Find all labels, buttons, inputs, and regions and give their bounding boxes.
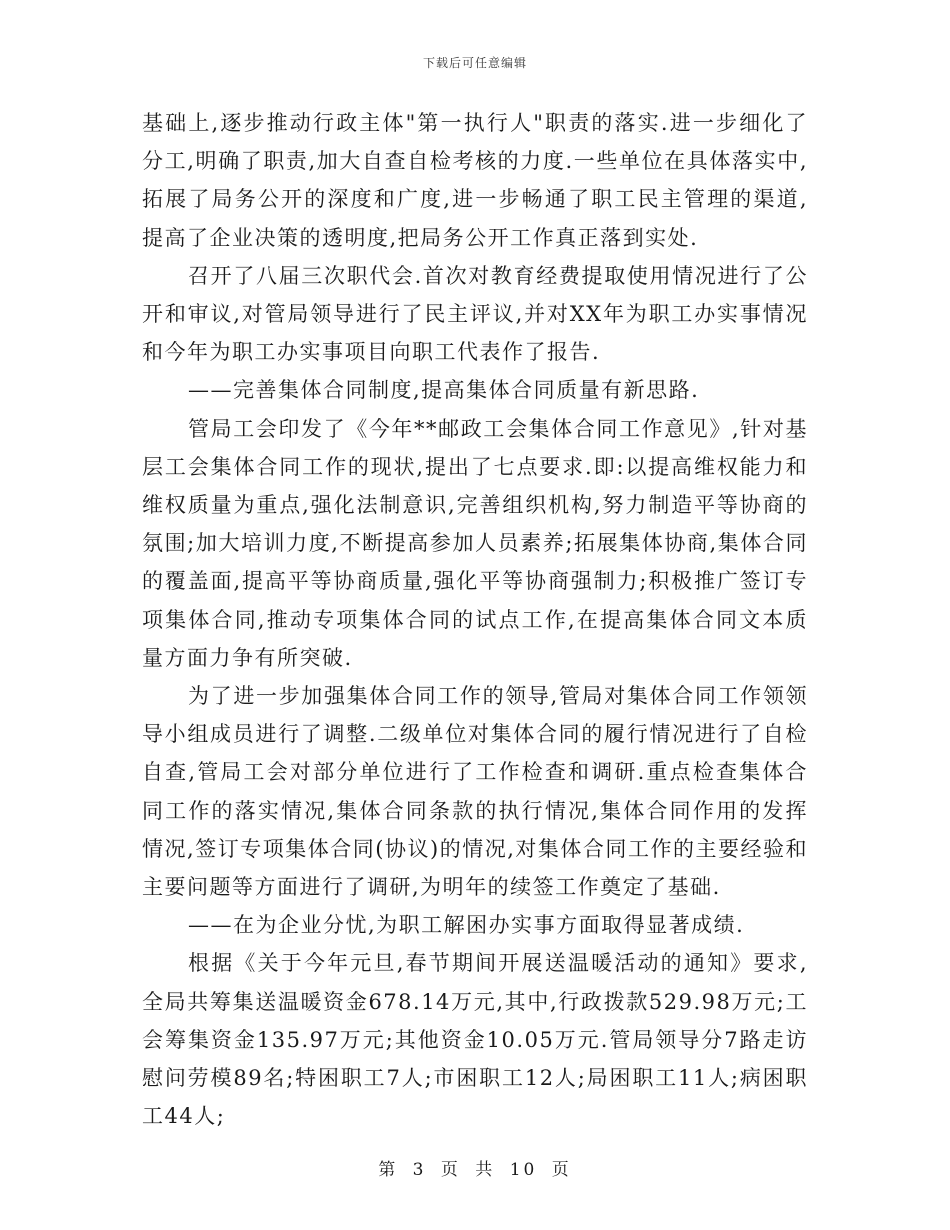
- section-heading: ——在为企业分忧,为职工解困办实事方面取得显著成绩.: [188, 913, 745, 938]
- paragraph: 召开了八届三次职代会.首次对教育经费提取使用情况进行了公开和审议,对管局领导进行了民主评议,并对XX年为职工办实事情况和今年为职工办实事项目向职工代表作了报告.: [142, 263, 808, 365]
- paragraph: 根据《关于今年元旦,春节期间开展送温暖活动的通知》要求,全局共筹集送温暖资金678.14万元,其中,行政拨款529.98万元;工会筹集资金135.97万元;其他资金10.05万元.管局领导分7路走访慰问劳模89名;特困职工7人;市困职工12人;局困职工11人;病困职工44人;: [142, 951, 808, 1129]
- page-header: 下载后可任意编辑: [422, 56, 527, 70]
- paragraph: 基础上,逐步推动行政主体"第一执行人"职责的落实.进一步细化了分工,明确了职责,加大自查自检考核的力度.一些单位在具体落实中,拓展了局务公开的深度和广度,进一步畅通了职工民主管理的渠道,提高了企业决策的透明度,把局务公开工作真正落到实处.: [142, 111, 808, 250]
- paragraph: 为了进一步加强集体合同工作的领导,管局对集体合同工作领领导小组成员进行了调整.二级单位对集体合同的履行情况进行了自检自查,管局工会对部分单位进行了工作检查和调研.重点检查集体合同工作的落实情况,集体合同条款的执行情况,集体合同作用的发挥情况,签订专项集体合同(协议)的情况,对集体合同工作的主要经验和主要问题等方面进行了调研,为明年的续签工作奠定了基础.: [142, 684, 808, 900]
- section-heading: ——完善集体合同制度,提高集体合同质量有新思路.: [188, 378, 700, 403]
- paragraph: 管局工会印发了《今年**邮政工会集体合同工作意见》,针对基层工会集体合同工作的现状,提出了七点要求.即:以提高维权能力和维权质量为重点,强化法制意识,完善组织机构,努力制造平等协商的氛围;加大培训力度,不断提高参加人员素养;拓展集体协商,集体合同的覆盖面,提高平等协商质量,强化平等协商强制力;积极推广签订专项集体合同,推动专项集体合同的试点工作,在提高集体合同文本质量方面力争有所突破.: [142, 416, 808, 670]
- page-number: 第 3 页 共 10 页: [378, 1160, 572, 1180]
- document-body: [142, 104, 808, 1135]
